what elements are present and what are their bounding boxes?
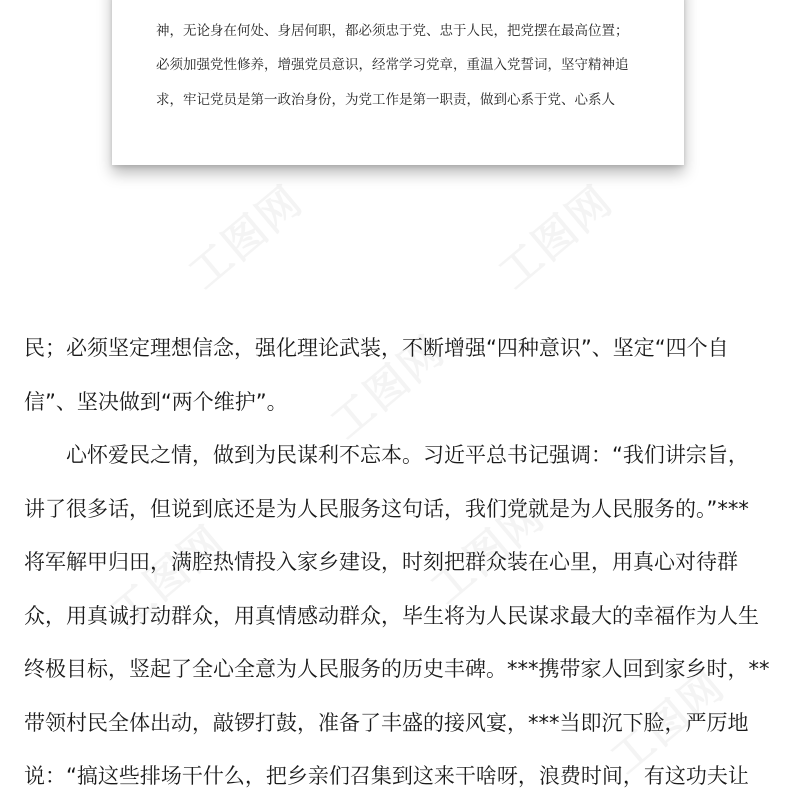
card-text-line: 神，无论身在何处、身居何职，都必须忠于党、忠于人民，把党摆在最高位置； — [156, 23, 629, 39]
card-text-line: 必须加强党性修养，增强党员意识，经常学习党章，重温入党誓词，坚守精神追 — [156, 57, 629, 73]
body-text-line: 终极目标，竖起了全心全意为人民服务的历史丰碑。***携带家人回到家乡时，** — [24, 657, 770, 681]
body-text-line: 带领村民全体出动，敲锣打鼓，准备了丰盛的接风宴，***当即沉下脸，严厉地 — [24, 711, 749, 735]
body-text-line: 众，用真诚打动群众，用真情感动群众，毕生将为人民谋求最大的幸福作为人生 — [24, 604, 759, 628]
watermark — [484, 170, 624, 301]
body-text-line: 信”、坚决做到“两个维护”。 — [24, 390, 288, 414]
body-text-line: 民；必须坚定理想信念，强化理论武装，不断增强“四种意识”、坚定“四个自 — [24, 336, 729, 360]
body-text-line: 说：“搞这些排场干什么，把乡亲们召集到这来干啥呀，浪费时间，有这功夫让 — [24, 764, 749, 788]
quote-card — [112, 0, 684, 165]
body-text-line: 心怀爱民之情，做到为民谋利不忘本。习近平总书记强调：“我们讲宗旨， — [24, 443, 749, 467]
body-text-line: 将军解甲归田，满腔热情投入家乡建设，时刻把群众装在心里，用真心对待群 — [24, 550, 738, 574]
card-text-line: 求，牢记党员是第一政治身份，为党工作是第一职责，做到心系于党、心系人 — [156, 92, 615, 108]
watermark — [174, 170, 314, 301]
body-text-line: 讲了很多话，但说到底还是为人民服务这句话，我们党就是为人民服务的。”*** — [24, 497, 749, 521]
